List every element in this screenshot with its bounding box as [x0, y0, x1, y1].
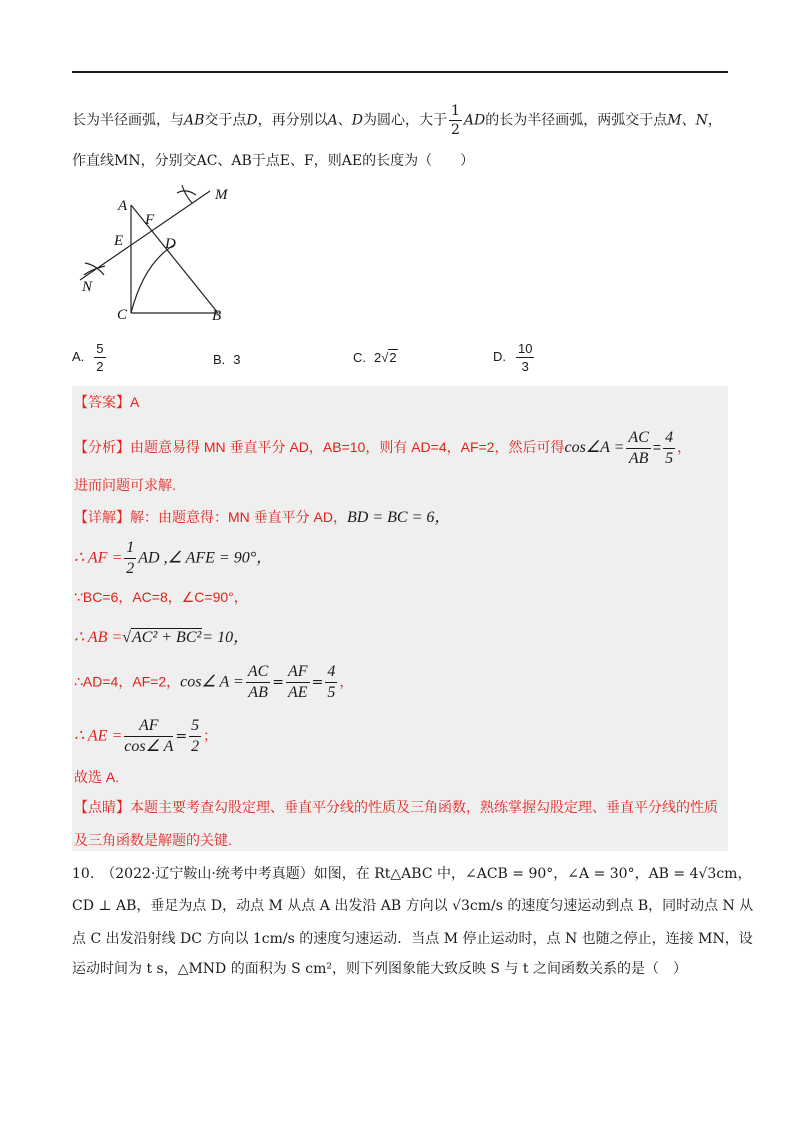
var-ab: AB [184, 112, 205, 129]
option-c[interactable] [353, 350, 398, 365]
option-label: C. [353, 350, 366, 365]
analysis-frac-2: $\frac{4}{5}$ [665, 429, 674, 467]
analysis-text: 由题意易得 MN 垂直平分 AD，AB=10，则有 AD=4，AF=2，然后可得 [130, 439, 565, 456]
label-n: N [82, 279, 93, 295]
step-3: ∴ AB =√AC² + BC²= 10， [74, 629, 250, 646]
option-a-fraction: $\frac{5}{2}$ [96, 341, 104, 374]
answer-line: 【答案】A [74, 394, 140, 410]
analysis-line-2: 进而问题可求解. [74, 477, 176, 493]
step-1: ∴ AF = $\frac{1}{2}$ AD ,∠ AFE = 90°， [74, 539, 273, 577]
question-line-2: 作直线MN，分别交AC、AB于点E、F，则AE的长度为（ ） [72, 153, 475, 169]
step-2: ∵BC=6，AC=8，∠C=90°， [74, 589, 248, 605]
triangle-construction-diagram [72, 183, 242, 328]
step-5: ∴ AE = $\frac{AF}{\cos\angle A}$ = $\frac{5}{2}$ ； [74, 717, 218, 755]
label-e: E [114, 233, 124, 249]
label-d: D [165, 236, 176, 252]
var-ad: AD [463, 112, 486, 129]
option-c-radicand: 2 [389, 350, 397, 365]
analysis-cos: cos∠A = [564, 439, 625, 457]
label-m: M [215, 187, 228, 203]
analysis-line: 【分析】由题意易得 MN 垂直平分 AD，AB=10，则有 AD=4，AF=2，然后可得cos∠A = $\frac{AC}{AB}$ = $\frac{4}{5}$ ， [74, 429, 692, 467]
option-a[interactable] [72, 342, 108, 373]
analysis-tag: 【分析】 [74, 439, 130, 456]
option-d[interactable] [493, 342, 536, 373]
option-label: D. [493, 348, 506, 364]
option-b[interactable] [213, 352, 241, 367]
option-label: B. [213, 352, 226, 367]
detail-eq: BD = BC = 6， [347, 509, 451, 526]
text-segment: 的长为半径画弧，两弧交于点 [485, 112, 668, 129]
label-c: C [117, 307, 128, 323]
text-segment: ，再分别以 [257, 112, 328, 129]
choose-line: 故选 A. [74, 769, 120, 785]
var-mn: M、N [667, 112, 708, 129]
comment-text-1: 本题主要考查勾股定理、垂直平分线的性质及三角函数，熟练掌握勾股定理、垂直平分线的性质 [130, 799, 718, 815]
q10-line-3: 点 C 出发沿射线 DC 方向以 1cm/s 的速度匀速运动．当点 M 停止运动时，点 N 也随之停止，连接 MN，设 [72, 931, 753, 947]
comment-line-2: 及三角函数是解题的关键. [74, 832, 232, 848]
step-1-frac: $\frac{1}{2}$ [126, 539, 135, 577]
text-segment: 长为半径画弧，与 [72, 112, 184, 129]
step-5-frac-2: $\frac{5}{2}$ [191, 717, 200, 755]
step-5-frac-1: $\frac{AF}{\cos\angle A}$ [124, 717, 174, 755]
geometry-figure [72, 183, 242, 332]
var-a: A [327, 112, 338, 129]
comment-line-1 [74, 797, 718, 817]
text-segment: ， [707, 112, 722, 129]
step-4: ∴AD=4，AF=2，cos∠ A = $\frac{AC}{AB}$ = $\frac{AF}{AE}$ = $\frac{4}{5}$ ， [74, 663, 354, 701]
q10-line-2: CD ⊥ AB，垂足为点 D，动点 M 从点 A 出发沿 AB 方向以 √3cm/s 的速度匀速运动到点 B，同时动点 N 从 [72, 898, 754, 914]
detail-text: 解：由题意得：MN 垂直平分 AD， [130, 509, 347, 525]
option-label: A. [72, 348, 85, 364]
fraction-half: $\frac{1}{2}$ [451, 103, 460, 138]
label-b: B [212, 308, 222, 324]
text-segment: 交于点 [204, 112, 247, 129]
step-4-frac-2: $\frac{AF}{AE}$ [288, 663, 308, 701]
q10-line-4: 运动时间为 t s，△MND 的面积为 S cm²，则下列图象能大致反映 S 与 t 之间函数关系的是（ ） [72, 961, 687, 977]
option-d-fraction: $\frac{10}{3}$ [518, 341, 533, 374]
label-f: F [145, 212, 155, 228]
sqrt-sign: √ [381, 350, 389, 365]
detail-line [74, 504, 450, 527]
question-line-1 [72, 104, 722, 137]
analysis-frac-1: $\frac{AC}{AB}$ [628, 429, 649, 467]
q10-line-1: 10. （2022·辽宁鞍山·统考中考真题）如图，在 Rt△ABC 中，∠ACB = 90°，∠A = 30°，AB = 4√3cm， [72, 866, 752, 882]
detail-tag: 【详解】 [74, 509, 130, 525]
step-3-radicand: AC² + BC² [132, 629, 202, 646]
header-rule [72, 71, 728, 73]
var-d: D [246, 112, 258, 129]
option-b-value: 3 [233, 352, 241, 367]
var-d: D [351, 112, 363, 129]
step-4-frac-1: $\frac{AC}{AB}$ [247, 663, 269, 701]
text-segment: 、 [337, 112, 352, 129]
step-4-frac-3: $\frac{4}{5}$ [327, 663, 336, 701]
text-segment: 为圆心，大于 [363, 112, 447, 129]
comment-tag: 【点睛】 [74, 799, 130, 815]
option-c-coef: 2 [374, 350, 382, 365]
label-a: A [118, 198, 128, 214]
